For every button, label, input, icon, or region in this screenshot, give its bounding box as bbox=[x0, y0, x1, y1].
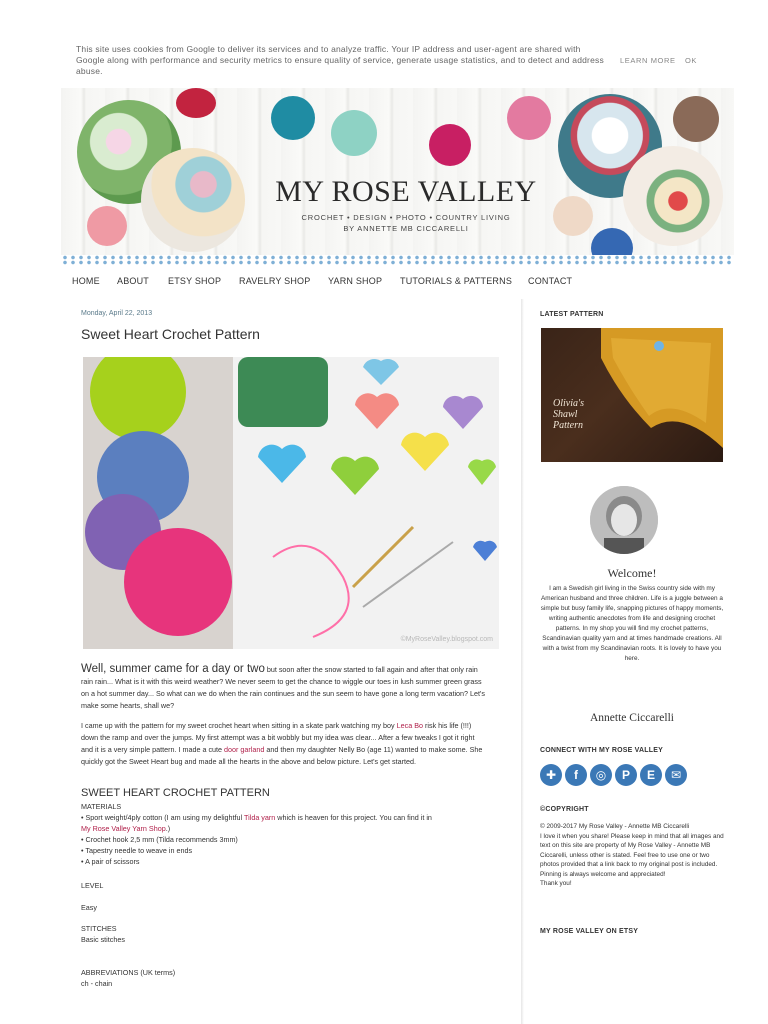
abbreviation-item: ch - chain bbox=[81, 979, 113, 988]
yarn-ball bbox=[673, 96, 719, 142]
welcome-heading: Welcome! bbox=[607, 566, 657, 580]
nav-etsy-shop[interactable]: ETSY SHOP bbox=[168, 276, 222, 286]
author-avatar bbox=[590, 486, 658, 554]
door-garland-link[interactable]: door garland bbox=[224, 745, 265, 754]
author-signature: Annette Ciccarelli bbox=[590, 712, 674, 724]
yarn-ball bbox=[507, 96, 551, 140]
level-value: Easy bbox=[81, 903, 97, 912]
post-date: Monday, April 22, 2013 bbox=[81, 310, 153, 317]
material-item: • Crochet hook 2,5 mm (Tilda recommends 3mm) bbox=[81, 835, 238, 844]
nav-tutorials-patterns[interactable]: TUTORIALS & PATTERNS bbox=[400, 276, 513, 286]
main-nav bbox=[61, 265, 734, 299]
main-column bbox=[61, 299, 521, 1024]
stitches-label: STITCHES bbox=[81, 924, 117, 933]
latest-pattern-image[interactable] bbox=[541, 328, 723, 462]
site-tagline: CROCHET • DESIGN • PHOTO • COUNTRY LIVING bbox=[301, 213, 511, 222]
cookie-text: This site uses cookies from Google to deliver its services and to analyze traffic. Your IP address and user-agent are shared with Google along with performance and security metrics to ensure quality of service, generate usage statistics, and to detect and address abuse. bbox=[76, 44, 604, 76]
yarn-ball bbox=[331, 110, 377, 156]
etsy-widget-title: MY ROSE VALLEY ON ETSY bbox=[540, 928, 639, 935]
stitches-value: Basic stitches bbox=[81, 935, 125, 944]
post-title[interactable]: Sweet Heart Crochet Pattern bbox=[81, 326, 260, 342]
abbreviations-label: ABBREVIATIONS (UK terms) bbox=[81, 968, 176, 977]
nav-ravelry-shop[interactable]: RAVELRY SHOP bbox=[239, 276, 311, 286]
embroidery-photo bbox=[623, 146, 723, 246]
latest-pattern-title: LATEST PATTERN bbox=[540, 311, 604, 318]
social-icons bbox=[540, 764, 730, 788]
avatar-art bbox=[590, 486, 658, 554]
intro-lead: Well, summer came for a day or two bbox=[81, 663, 265, 675]
plus-icon[interactable]: ✚ bbox=[540, 764, 562, 786]
material-item: • Sport weight/4ply cotton (I am using my delightful Tilda yarn which is heaven for this project. You can find it in bbox=[81, 813, 432, 822]
pinterest-icon[interactable]: P bbox=[615, 764, 637, 786]
cookie-learn-more-link[interactable]: LEARN MORE bbox=[620, 56, 676, 65]
material-item: My Rose Valley Yarn Shop.) bbox=[81, 824, 171, 833]
instagram-icon[interactable]: ◎ bbox=[590, 764, 612, 786]
facebook-icon[interactable]: f bbox=[565, 764, 587, 786]
copyright-text: © 2009-2017 My Rose Valley - Annette MB Ciccarelli I love it when you share! Please keep in mind that all images and text on this site are property of My Rose Valley - Annette MB Ciccarelli, unless other is stated. Feel free to use one or two photos provided that a link back to my original post is included. Pinning is always welcome and appreciated! Thank you! bbox=[540, 823, 724, 887]
post-paragraph-2 bbox=[81, 720, 486, 768]
nav-yarn-shop[interactable]: YARN SHOP bbox=[328, 276, 383, 286]
pattern-section-title: SWEET HEART CROCHET PATTERN bbox=[81, 787, 270, 799]
sidebar bbox=[524, 299, 734, 1024]
etsy-icon[interactable]: E bbox=[640, 764, 662, 786]
author-bio: I am a Swedish girl living in the Swiss country side with my American husband and three children. Life is a juggle between a simple but busy family life, snapping pictures of happy moments, writing authentic anecdotes from life and designing crochet patterns. In my shop you will find my crochet patterns, Scandinavian quality yarn and at times handmade creations. All with a twist from my Scandinavian roots. It is lovely to have you here. bbox=[540, 585, 724, 662]
post-image-art bbox=[83, 357, 499, 649]
materials-label: MATERIALS bbox=[81, 802, 122, 811]
intro-text: but soon after the snow started to fall again and after that only rain rain rain... What is it with this weird weather? We never seem to get the chance to wiggle our toes in lush summer green grass on a hot summer day... So what can we do when the rain continues and the sun seem to have gone a long term vacation? Let's make some hearts, shall we? bbox=[81, 665, 485, 710]
connect-title: CONNECT WITH MY ROSE VALLEY bbox=[540, 747, 663, 754]
material-item: • Tapestry needle to weave in ends bbox=[81, 846, 193, 855]
yarn-ball bbox=[176, 88, 216, 118]
yarn-ball bbox=[87, 206, 127, 246]
yarn-photo bbox=[141, 148, 245, 252]
nav-contact[interactable]: CONTACT bbox=[528, 276, 573, 286]
pattern-caption: Olivia's Shawl Pattern bbox=[553, 398, 585, 431]
nav-home[interactable]: HOME bbox=[72, 276, 100, 286]
yarn-ball bbox=[271, 96, 315, 140]
cookie-ok-button[interactable]: OK bbox=[685, 56, 698, 65]
image-watermark: ©MyRoseValley.blogspot.com bbox=[400, 636, 493, 643]
nav-about[interactable]: ABOUT bbox=[117, 276, 150, 286]
para2-text-a: I came up with the pattern for my sweet crochet heart when sitting in a skate park watching my boy bbox=[81, 721, 397, 730]
site-byline: BY ANNETTE MB CICCARELLI bbox=[343, 224, 469, 233]
para2-text-c: and then my daughter Nelly Bo (age 11) wanted to make some. She quickly got the Sweet Heart bug and made all the hearts in the above and below picture. Let's get started. bbox=[81, 745, 483, 766]
dotted-border bbox=[61, 255, 734, 265]
email-icon[interactable]: ✉ bbox=[665, 764, 687, 786]
yarn-ball bbox=[429, 124, 471, 166]
post-intro bbox=[81, 663, 486, 712]
material-item: • A pair of scissors bbox=[81, 857, 140, 866]
copyright-title: ©COPYRIGHT bbox=[540, 806, 589, 813]
materials-block bbox=[81, 801, 496, 867]
tilda-yarn-link[interactable]: Tilda yarn bbox=[244, 813, 276, 822]
yarn-ball bbox=[553, 196, 593, 236]
para2-text-b: risk his life (!!!) down the ramp and over the jumps. My first attempt was a bit wobbly but my idea was clear... After a few tweaks I got it right and it is a very simple pattern. I made a cute bbox=[81, 721, 475, 754]
site-header-banner[interactable] bbox=[61, 88, 734, 265]
shawl-art bbox=[541, 328, 723, 462]
level-label: LEVEL bbox=[81, 881, 104, 890]
site-title[interactable]: MY ROSE VALLEY bbox=[275, 175, 537, 208]
cookie-notice bbox=[0, 0, 768, 88]
yarn-shop-link[interactable]: My Rose Valley Yarn Shop bbox=[81, 824, 166, 833]
leca-bo-link[interactable]: Leca Bo bbox=[396, 721, 423, 730]
post-image[interactable] bbox=[83, 357, 499, 649]
